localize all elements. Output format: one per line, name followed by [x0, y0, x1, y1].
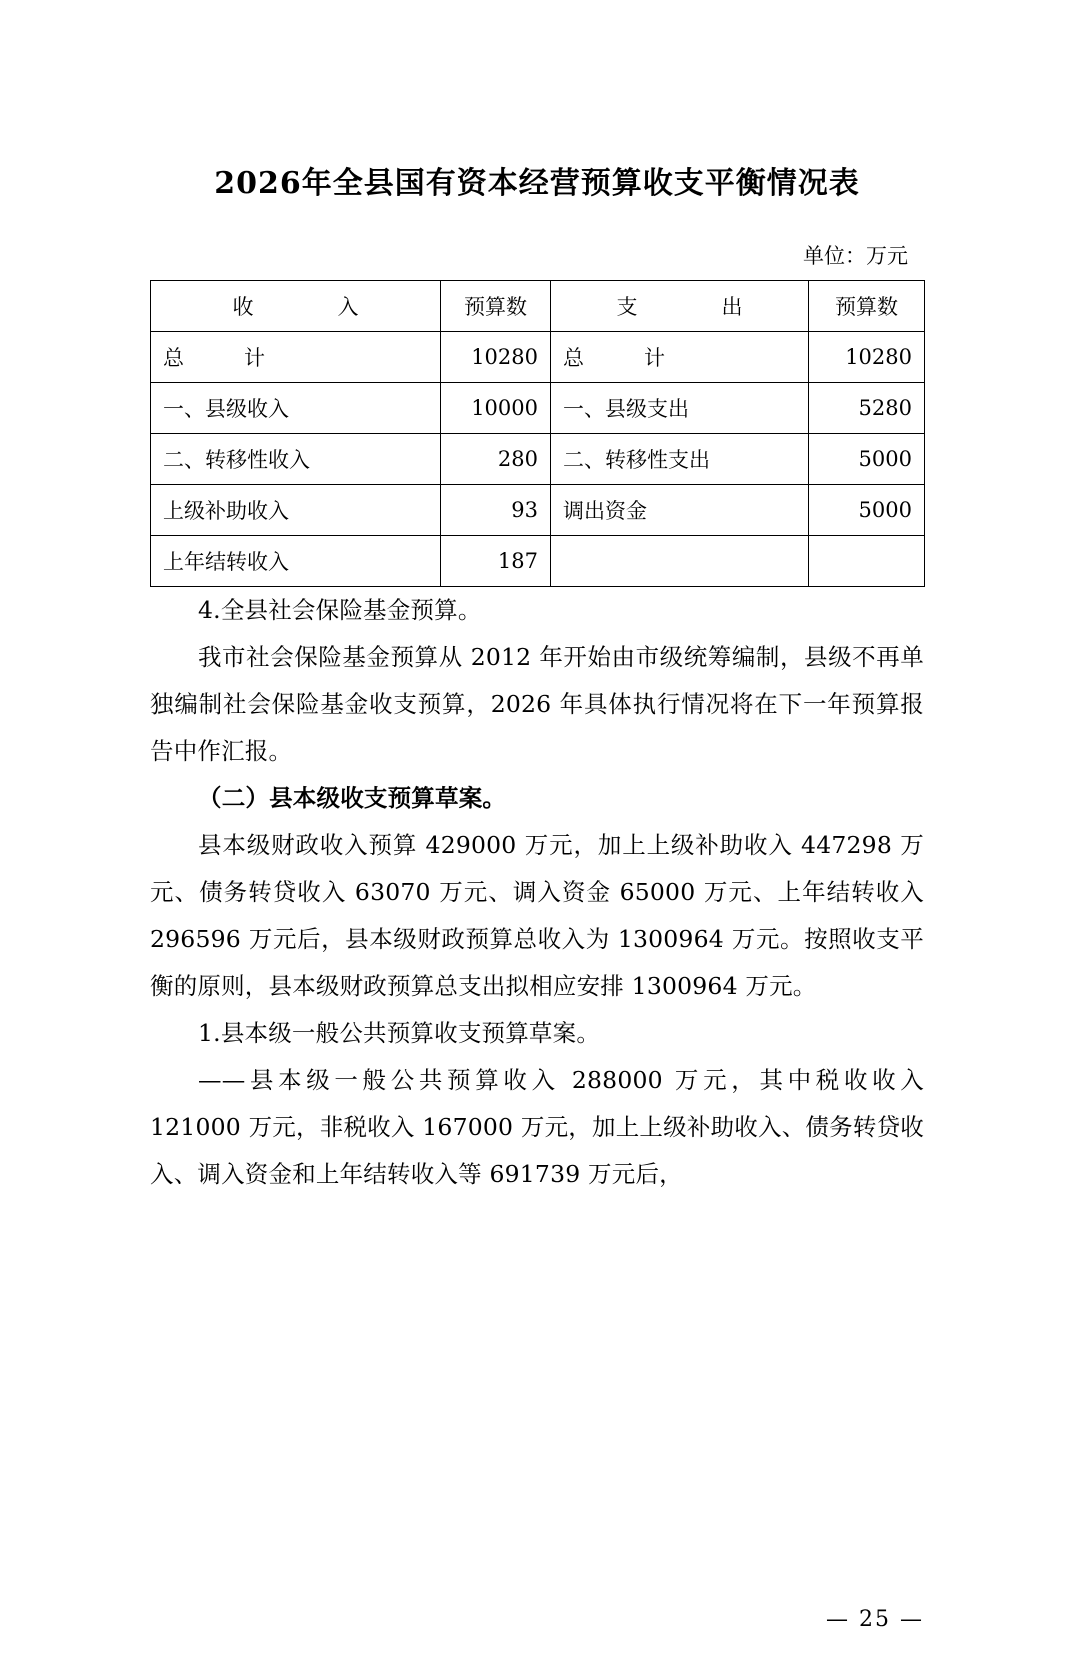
page-number: — 25 — — [826, 1607, 924, 1632]
income-label: 上年结转收入 — [151, 536, 441, 587]
income-label: 一、县级收入 — [151, 383, 441, 434]
income-value: 187 — [441, 536, 551, 587]
income-value: 10280 — [441, 332, 551, 383]
expenditure-label: 二、转移性支出 — [551, 434, 809, 485]
table-row — [151, 485, 925, 536]
budget-balance-table — [150, 280, 925, 587]
paragraph-general-budget-heading: 1.县本级一般公共预算收支预算草案。 — [198, 1019, 601, 1047]
income-value: 280 — [441, 434, 551, 485]
expenditure-label: 总 计 — [551, 332, 809, 383]
expenditure-label: 一、县级支出 — [551, 383, 809, 434]
paragraph-county-level-heading: （二）县本级收支预算草案。 — [198, 784, 507, 812]
expenditure-value — [809, 536, 925, 587]
paragraph-social-insurance-heading: 4.全县社会保险基金预算。 — [198, 596, 482, 624]
document-page — [0, 158, 1074, 1678]
table-row — [151, 536, 925, 587]
header-expenditure: 支 出 — [551, 281, 809, 332]
table-row — [151, 332, 925, 383]
unit-note: 单位：万元 — [803, 244, 908, 268]
table-row — [151, 383, 925, 434]
expenditure-label: 调出资金 — [551, 485, 809, 536]
expenditure-label — [551, 536, 809, 587]
paragraph-county-level-body: 县本级财政收入预算 429000 万元，加上上级补助收入 447298 万元、债务转贷收入 63070 万元、调入资金 65000 万元、上年结转收入 296596 万元后，县本级财政预算总收入为 1300964 万元。按照收支平衡的原则，县本级财政预算总支出拟相应安排 1300964 万元。 — [150, 831, 924, 1000]
income-label: 总 计 — [151, 332, 441, 383]
page-title: 2026年全县国有资本经营预算收支平衡情况表 — [214, 166, 860, 201]
income-value: 93 — [441, 485, 551, 536]
table-row — [151, 434, 925, 485]
expenditure-value: 5000 — [809, 434, 925, 485]
income-label: 上级补助收入 — [151, 485, 441, 536]
table-header-row — [151, 281, 925, 332]
income-value: 10000 — [441, 383, 551, 434]
income-label: 二、转移性收入 — [151, 434, 441, 485]
expenditure-value: 5280 — [809, 383, 925, 434]
header-income: 收 入 — [151, 281, 441, 332]
paragraph-social-insurance-body: 我市社会保险基金预算从 2012 年开始由市级统筹编制，县级不再单独编制社会保险基金收支预算，2026 年具体执行情况将在下一年预算报告中作汇报。 — [150, 643, 924, 765]
expenditure-value: 5000 — [809, 485, 925, 536]
paragraph-general-budget-body: ——县本级一般公共预算收入 288000 万元，其中税收收入 121000 万元，非税收入 167000 万元，加上上级补助收入、债务转贷收入、调入资金和上年结转收入等 691739 万元后， — [150, 1066, 924, 1188]
expenditure-value: 10280 — [809, 332, 925, 383]
header-expenditure-budget: 预算数 — [809, 281, 925, 332]
header-income-budget: 预算数 — [441, 281, 551, 332]
